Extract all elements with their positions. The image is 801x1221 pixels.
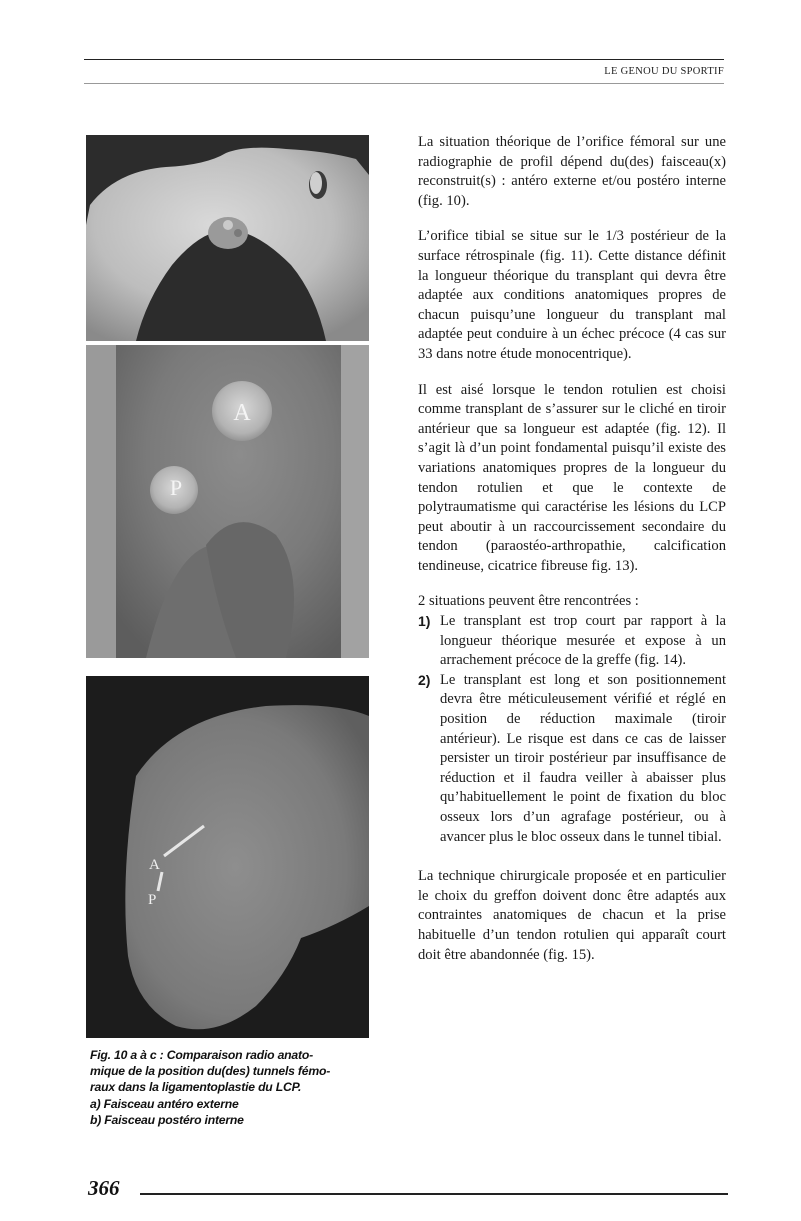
list-item-text: Le transplant est long et son positionnement devra être méticuleusement vérifié et réglé en position de réduction maximale (tiroir antérieur). Le risque est dans ce cas de laisser persister un tiroir postérieur par insuffisance de réduction et il faudra veiller à abaisser plus qu’habituellement le point de fixation du bloc osseux lors d’un agrafage postérieur, ou à avancer plus le bloc osseux dans le tunnel tibial. <box>440 671 726 845</box>
paragraph-1: La situation théorique de l’orifice fémoral sur une radiographie de profil dépend du(des) faisceau(x) reconstruit(s) : antéro externe et/ou postéro interne (fig. 10). <box>418 134 726 209</box>
list-item-number: 1) <box>418 613 431 630</box>
tunnel-label-p: P <box>169 475 183 500</box>
running-head: LE GENOU DU SPORTIF <box>604 66 724 77</box>
caption-line: raux dans la ligamentoplastie du LCP. <box>90 1080 302 1095</box>
list-item <box>418 671 726 847</box>
tunnel-label-a: A <box>233 400 251 426</box>
xray-label-a: A <box>149 857 160 873</box>
top-rule <box>84 59 724 60</box>
footer-rule <box>140 1193 728 1195</box>
caption-line: b) Faisceau postéro interne <box>90 1112 244 1127</box>
list-item <box>418 612 726 671</box>
paragraph-4: La technique chirurgicale proposée et en particulier le choix du greffon doivent donc être adaptés aux contraintes anatomiques de chacun et la prise habituelle d’un tendon rotulien qui apparaît court doit être abandonnée (fig. 15). <box>418 868 726 963</box>
page-number: 366 <box>88 1176 120 1200</box>
paragraph-2: L’orifice tibial se situe sur le 1/3 postérieur de la surface rétrospinale (fig. 11). Cette distance définit la longueur théorique du transplant qui devra être adaptée aux conditions anatomiques propres de chacun puisqu’une longueur du transplant mal adaptée peut conduire à un échec précoce (4 cas sur 33 dans notre étude monocentrique). <box>418 228 726 362</box>
paragraph-3: Il est aisé lorsque le tendon rotulien est choisi comme transplant de s’assurer sur le cliché en tiroir antérieur que sa longueur est adaptée (fig. 12). Il s’agit là d’un point fondamental puisqu’il existe des variations anatomiques propres de la longueur du tendon rotulien et que le contexte de polytraumatisme qui caractérise les lésions du LCP peut aboutir à un raccourcissement secondaire du tendon (paraostéo-arthropathie, calcification tendineuse, cicatrice fibreuse fig. 13). <box>418 381 726 574</box>
caption-line: a) Faisceau antéro externe <box>90 1096 239 1111</box>
list-item-number: 2) <box>418 671 431 688</box>
list-intro: 2 situations peuvent être rencontrées : <box>418 593 639 610</box>
body-text-column <box>418 133 726 981</box>
caption-line: Fig. 10 a à c : Comparaison radio anato- <box>90 1048 313 1062</box>
figure-10b-tunnels-photo <box>86 345 369 658</box>
header-rule <box>84 83 724 84</box>
situations-list <box>418 612 726 847</box>
list-item-text: Le transplant est trop court par rapport à la longueur théorique mesurée et expose à un arrachement précoce de la greffe (fig. 14). <box>440 613 726 669</box>
figure-10c-radiograph <box>86 676 369 1038</box>
caption-line: mique de la position du(des) tunnels fémo- <box>90 1064 331 1079</box>
xray-label-p: P <box>148 892 157 908</box>
figure-10a-femur-photo <box>86 135 369 341</box>
figure-caption <box>90 1047 380 1128</box>
